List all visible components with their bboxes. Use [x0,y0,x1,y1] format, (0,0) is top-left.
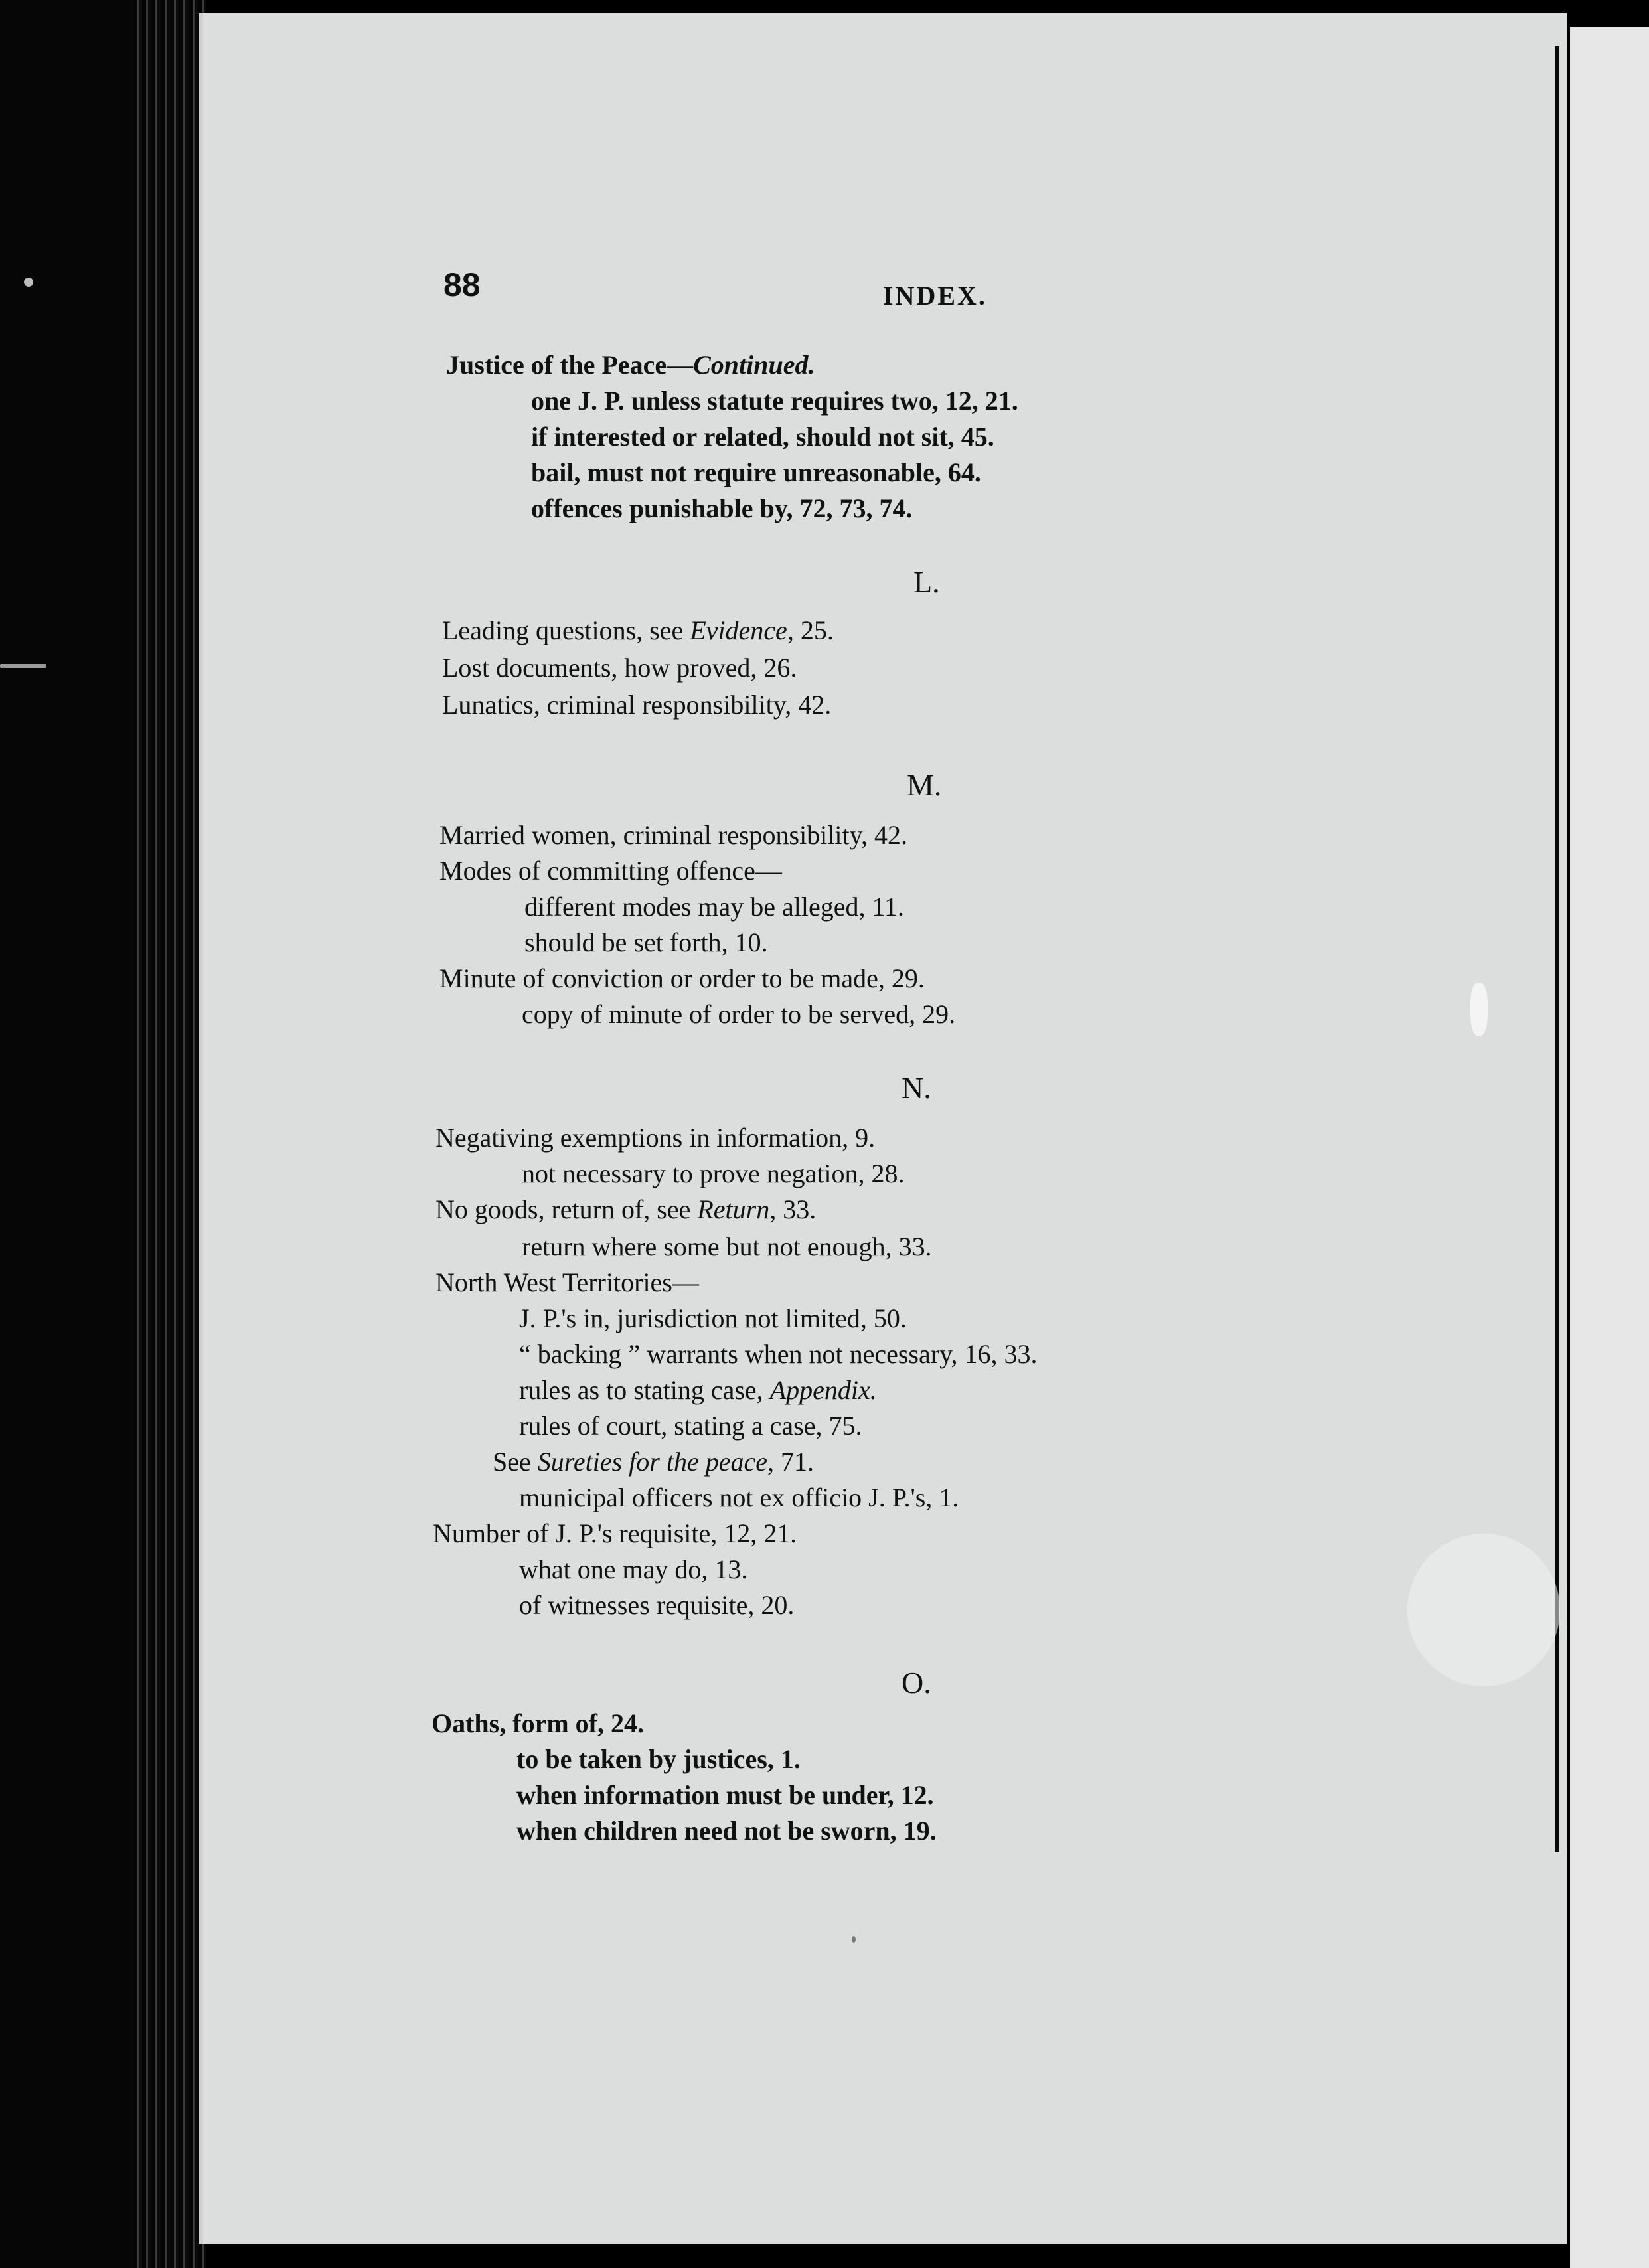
index-subentry: municipal officers not ex officio J. P.'s, 1. [519,1483,959,1512]
index-entry-text: See [493,1447,538,1477]
index-entry [435,1196,816,1223]
index-entry [442,617,834,644]
index-subentry: should be set forth, 10. [524,928,768,957]
edge-mark [0,664,46,668]
paper-blemish [1470,983,1488,1036]
index-subentry: copy of minute of order to be served, 29. [522,999,956,1029]
index-entry-pages: , 25. [787,615,834,645]
index-subentry [493,1449,814,1475]
index-subentry: not necessary to prove negation, 28. [522,1159,905,1188]
cross-reference: Return [697,1194,770,1224]
cross-reference: Evidence [690,615,787,645]
index-entry: Minute of conviction or order to be made, 29. [439,963,925,993]
index-subentry: when information must be under, 12. [516,1780,934,1810]
index-subentry: “ backing ” warrants when not necessary, 16, 33. [519,1339,1038,1369]
index-subentry: bail, must not require unreasonable, 64. [531,457,981,487]
index-entry-pages: , 33. [769,1194,817,1224]
page-number: 88 [443,266,481,303]
index-subentry: what one may do, 13. [519,1554,748,1584]
page-gutter-line [1555,46,1559,1852]
section-letter-m: M. [907,768,942,802]
index-subentry: rules of court, stating a case, 75. [519,1411,862,1441]
index-subentry: to be taken by justices, 1. [516,1744,801,1774]
index-entry: Negativing exemptions in information, 9. [435,1123,876,1153]
index-subentry: different modes may be alleged, 11. [524,892,905,922]
section-letter-l: L. [913,565,940,599]
section-letter-o: O. [902,1666,931,1700]
index-entry-text: Leading questions, see [442,615,690,645]
index-entry: North West Territories— [435,1267,699,1297]
facing-page-edge [1570,27,1649,2268]
index-entry-text: No goods, return of, see [435,1194,698,1224]
page-stack-edge [133,0,206,2268]
index-entry: Number of J. P.'s requisite, 12, 21. [433,1518,797,1548]
scan-speck [852,1936,856,1943]
index-subentry: offences punishable by, 72, 73, 74. [531,493,913,523]
index-entry: Lost documents, how proved, 26. [442,653,797,683]
paper-blemish [1407,1534,1560,1686]
running-head: INDEX. [883,281,987,311]
index-entry: Lunatics, criminal responsibility, 42. [442,690,832,720]
cross-reference: Sureties for the peace [537,1447,767,1477]
index-subentry: one J. P. unless statute requires two, 12, 21. [531,386,1018,416]
index-entry: Married women, criminal responsibility, 42. [439,820,908,850]
section-letter-n: N. [902,1071,931,1105]
continued-heading-prefix: Justice of the Peace— [446,350,694,380]
continued-heading-suffix: Continued. [693,350,815,380]
index-subentry [519,1377,877,1404]
book-page [199,13,1567,2244]
index-entry-pages: , 71. [767,1447,814,1477]
speck-mark [24,278,33,287]
index-entry: Oaths, form of, 24. [432,1708,644,1738]
index-entry-text: rules as to stating case, [519,1375,770,1405]
continued-heading [446,352,815,378]
cross-reference: Appendix. [769,1375,877,1405]
index-subentry: return where some but not enough, 33. [522,1232,932,1261]
index-subentry: when children need not be sworn, 19. [516,1816,937,1846]
index-subentry: if interested or related, should not sit, 45. [531,422,994,451]
index-subentry: J. P.'s in, jurisdiction not limited, 50. [519,1303,907,1333]
index-subentry: of witnesses requisite, 20. [519,1590,795,1620]
index-entry: Modes of committing offence— [439,856,782,886]
